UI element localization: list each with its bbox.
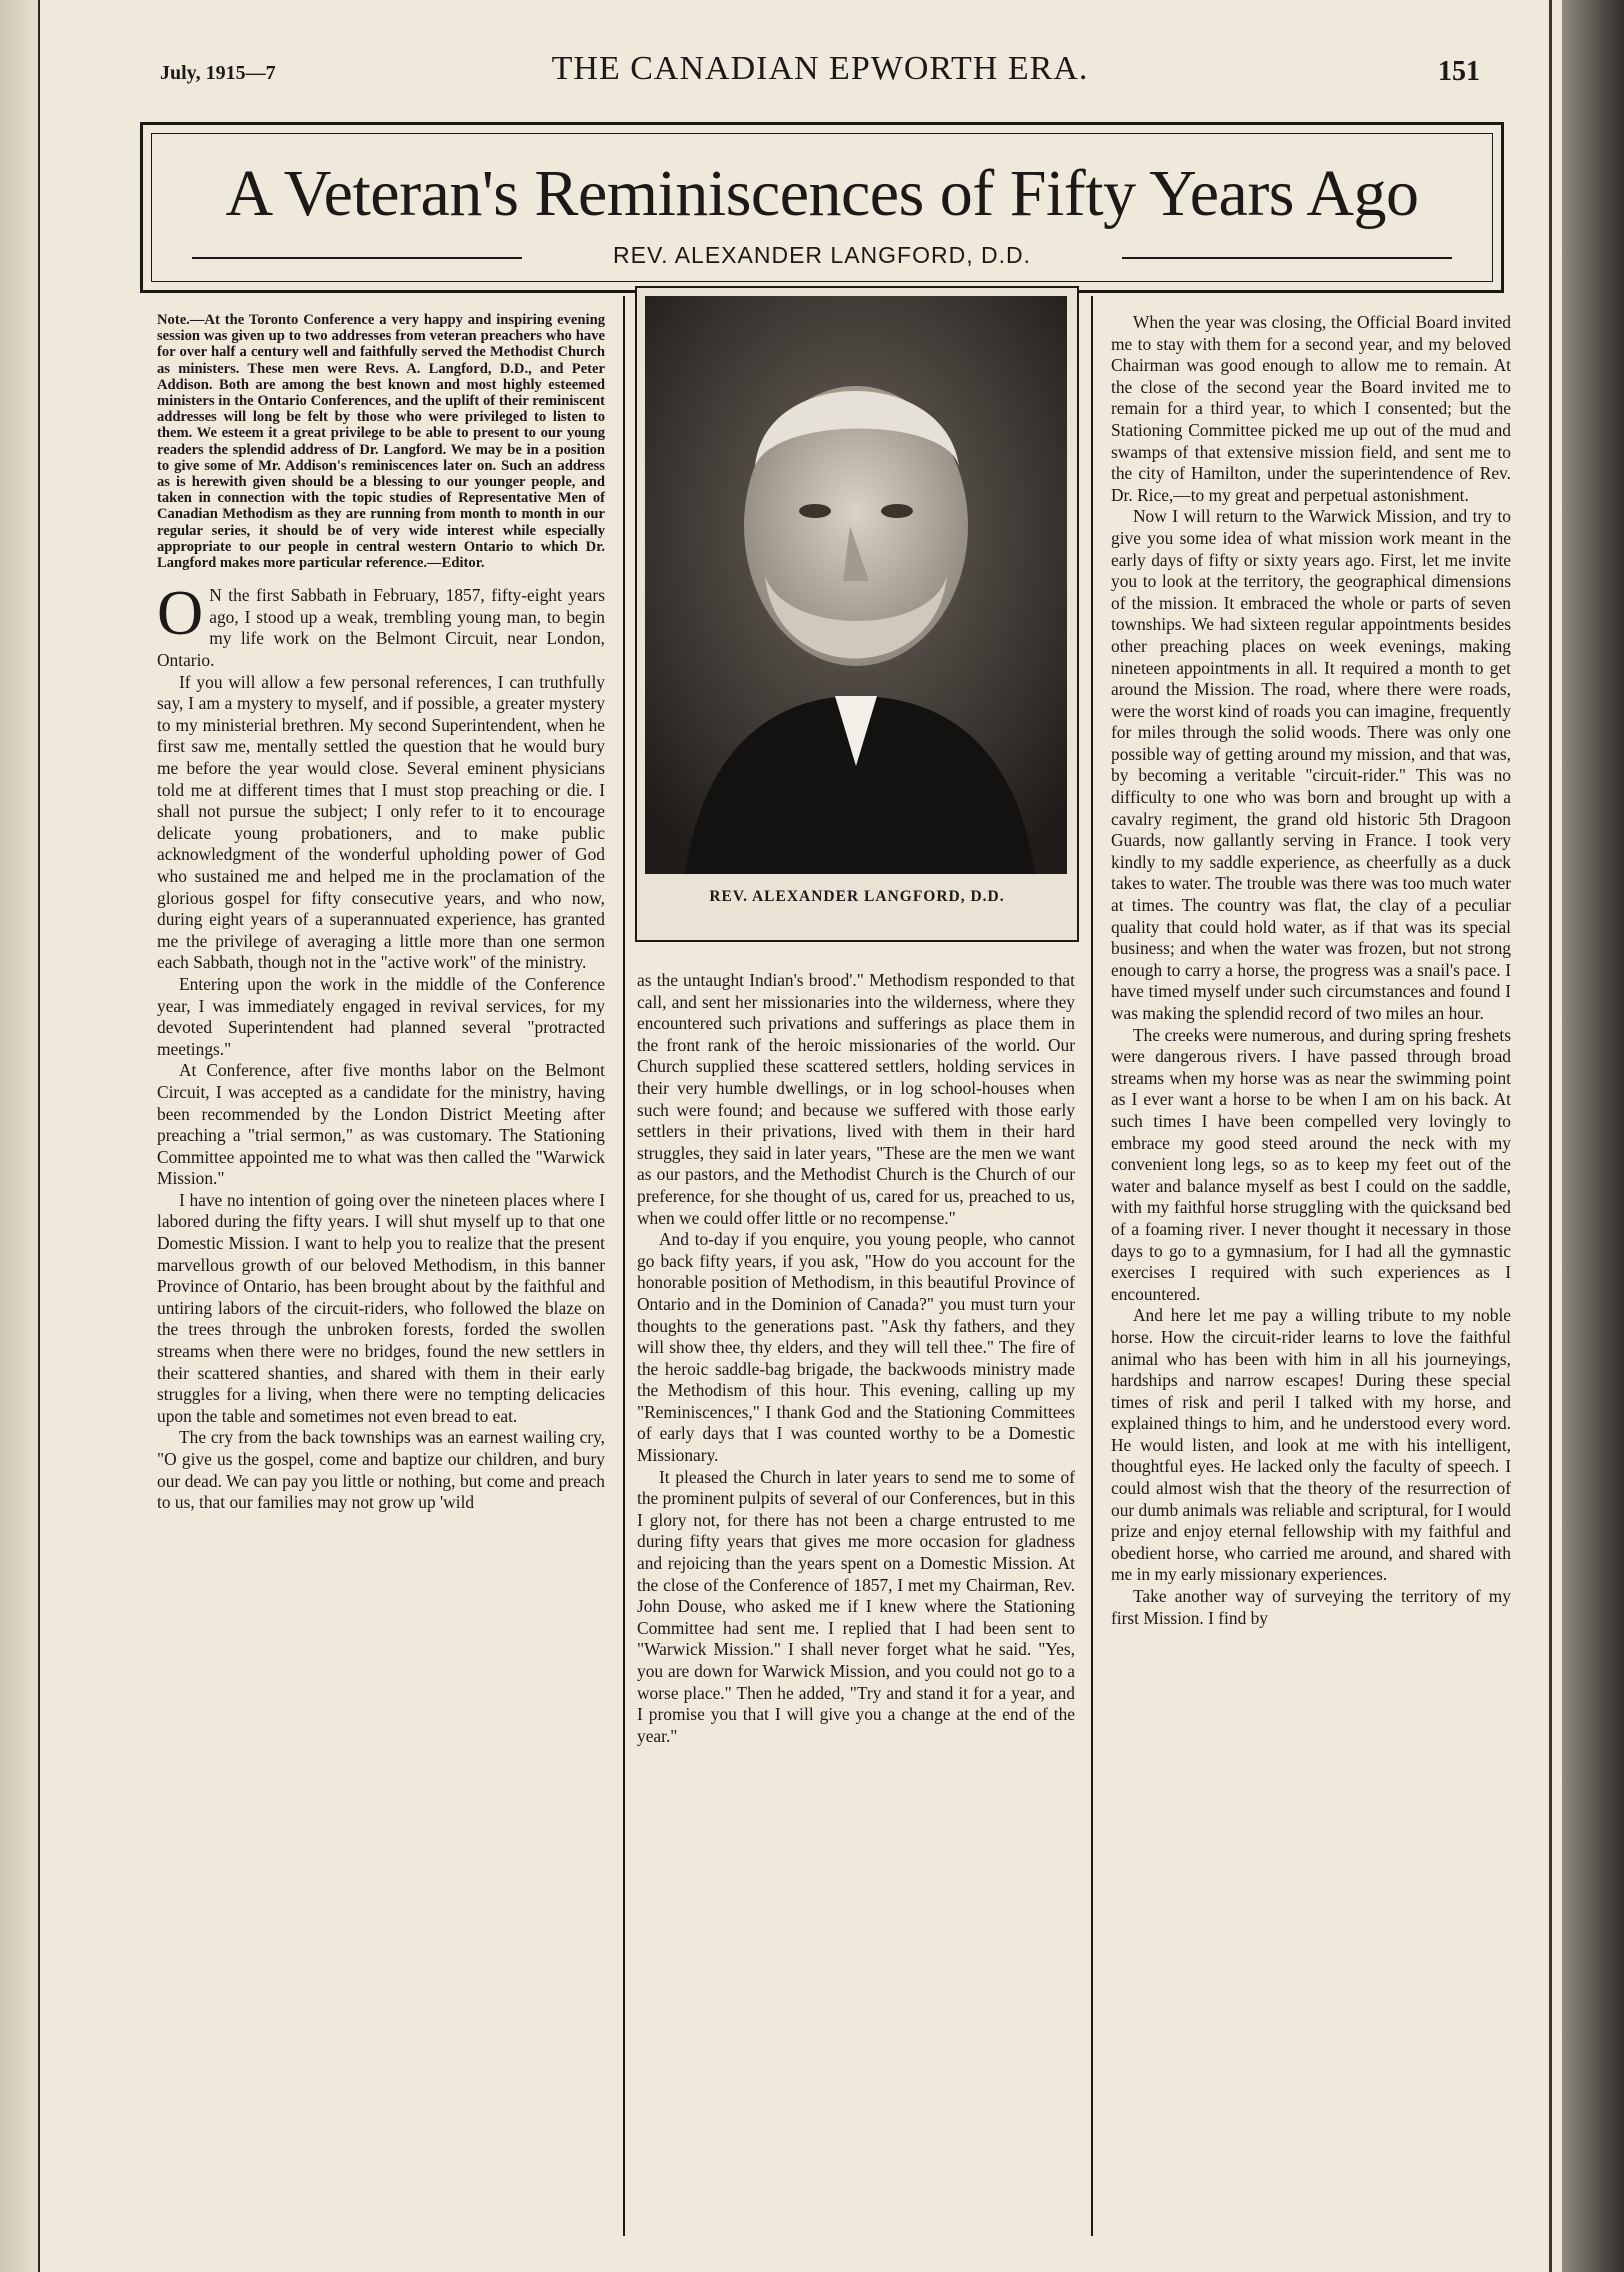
byline-row	[192, 242, 1452, 272]
paragraph: And to-day if you enquire, you young people, who cannot go back fifty years, if you ask, "How do you account for the honorable position of Methodism, in this beautiful Province of Ontario and in the Dominion of Canada?" you must turn your thoughts to the generations past. "Ask thy fathers, and they will show thee, thy elders, and they will tell thee." The fire of the heroic saddle-bag brigade, the backwoods ministry made the Methodism of this hour. This evening, calling up my "Reminiscences," I thank God and the Stationing Committees of early days that I was counted worthy to be a Domestic Missionary.	[637, 1229, 1075, 1466]
page-left-edge	[0, 0, 40, 2272]
article-title: A Veteran's Reminiscences of Fifty Years Ago	[225, 157, 1419, 230]
opening-paragraph	[157, 577, 605, 671]
paragraph: Entering upon the work in the middle of the Conference year, I was immediately engaged in revival services, for my devoted Superintendent had planned several "protracted meetings."	[157, 973, 605, 1059]
binding-line	[1549, 0, 1552, 2272]
column-1	[157, 312, 605, 1514]
title-box	[140, 122, 1504, 293]
byline	[192, 242, 1452, 269]
paragraph: If you will allow a few personal references, I can truthfully say, I am a mystery to myself, and if possible, a greater mystery to my ministerial brethren. My second Superintendent, when he first saw me, mentally settled the question that he would bury me before the year would close. Several eminent physicians told me at different times that I must stop preaching or die. I shall not pursue the subject; I only refer to it to encourage delicate young probationers, and to make public acknowledgment of the wonderful upholding power of God who sustained me and helped me in the proclamation of the glorious gospel for fifty consecutive years, and who now, during eight years of a superannuated experience, has granted me the privilege of averaging a little more than one sermon each Sabbath, though not in the "active work" of the ministry.	[157, 671, 605, 973]
paragraph: Now I will return to the Warwick Mission, and try to give you some idea of what mission work meant in the early days of fifty or sixty years ago. First, let me invite you to look at the territory, the geographical dimensions of the mission. It embraced the whole or parts of seven townships. We had sixteen regular appointments besides other preaching places on week evenings, making nineteen appointments in all. It required a month to get around the Mission. The road, where there were roads, were the worst kind of roads you can imagine, frequently for miles through the solid woods. There was only one possible way of getting around my mission, and that was, by becoming a veritable "circuit-rider." This was no difficulty to one who was born and brought up with a cavalry regiment, the grand old historic 5th Dragoon Guards, now gallantly serving in France. I took very kindly to my saddle experience, as cheerfully as a duck takes to water. The trouble was there was too much water at times. The country was flat, the clay of a peculiar quality that could hold water, as if that was its special business; and when the water was frozen, but not strong enough to carry a horse, the progress was a snail's pace. I have timed myself under such circumstances and found I was making the splendid record of two miles an hour.	[1111, 506, 1511, 1023]
publication-title: THE CANADIAN EPWORTH ERA.	[551, 50, 1089, 87]
title-box-inner-border	[151, 133, 1493, 282]
drop-cap: O	[157, 577, 204, 649]
column-2	[637, 970, 1075, 1747]
photo-caption: REV. ALEXANDER LANGFORD, D.D.	[709, 888, 1005, 905]
editor-note: Note.—At the Toronto Conference a very happy and inspiring evening session was given up to two addresses from veteran preachers who have for over half a century well and faithfully served the Methodist Church as ministers. These men were Revs. A. Langford, D.D., and Peter Addison. Both are among the best known and most highly esteemed ministers in the Ontario Conferences, and the uplift of their reminiscent addresses will long be felt by those who were privileged to listen to them. We esteem it a great privilege to be able to present to our young readers the splendid address of Dr. Langford. We may be in a position to give some of Mr. Addison's reminiscences later on. Such an address as is herewith given should be a blessing to our younger people, and taken in connection with the topic studies of Representative Men of Canadian Methodism as they are running from month to month in our regular series, it should be of very wide interest while especially appropriate to our people in central western Ontario to which Dr. Langford makes more particular reference.—Editor.	[157, 312, 605, 572]
issue-date: July, 1915—7	[160, 62, 276, 84]
column-3	[1111, 312, 1511, 1629]
paragraph: I have no intention of going over the nineteen places where I labored during the fifty years. I will shut myself up to that one Domestic Mission. I want to help you to realize that the present marvellous growth of our beloved Methodism, in this banner Province of Ontario, has been brought about by the faithful and untiring labors of the circuit-riders, who followed the blaze on the trees through the unbroken forests, forded the swollen streams when there were no bridges, found the new settlers in their scattered shanties, and shared with them in their early struggles for a living, when there were no tempting delicacies upon the table and sometimes not even bread to eat.	[157, 1189, 605, 1426]
page-number: 151	[1438, 56, 1480, 87]
paragraph: At Conference, after five months labor on the Belmont Circuit, I was accepted as a candidate for the ministry, having been recommended by the London District Meeting after preaching a "trial sermon," as was customary. The Stationing Committee appointed me to what was then called the "Warwick Mission."	[157, 1060, 605, 1189]
paragraph: It pleased the Church in later years to send me to some of the prominent pulpits of several of our Conferences, but in this I glory not, for there has not been a charge entrusted to me during fifty years that gives me more occasion for gladness and rejoicing than the years spent on a Domestic Mission. At the close of the Conference of 1857, I met my Chairman, Rev. John Douse, who asked me if I knew where the Stationing Committee had sent me. I replied that I had been sent to "Warwick Mission." I shall never forget what he said. "Yes, you are down for Warwick Mission, and you could not go to a worse place." Then he added, "Try and stand it for a year, and I promise you that I will give you a change at the end of the year."	[637, 1466, 1075, 1746]
portrait-photo	[645, 296, 1067, 874]
portrait-illustration	[645, 296, 1067, 874]
running-head	[160, 48, 1480, 98]
page-right-edge	[1562, 0, 1624, 2272]
paragraph: as the untaught Indian's brood'." Methodism responded to that call, and sent her missionaries into the wilderness, where they encountered such privations and sufferings as place them in the front rank of the heroic missionaries of the world. Our Church supplied these scattered settlers, holding services in their very humble dwellings, or in log school-houses when such were found; and because we suffered with those early settlers in their privations, lived with them in their hard struggles, they said in later years, "These are the men we want as our pastors, and the Methodist Church is the Church of our preference, for she thought of us, cared for us, preached to us, when we could offer little or no recompense."	[637, 970, 1075, 1228]
paragraph: And here let me pay a willing tribute to my noble horse. How the circuit-rider learns to love the faithful animal who has been with him in all his journeyings, hardships and narrow escapes! During these special times of risk and peril I talked with my horse, and explained things to him, and he understood every word. He would listen, and look at me with his intelligent, thoughtful eyes. He lacked only the faculty of speech. I could almost wish that the theory of the resurrection of our dumb animals was reliable and scriptural, for I would prize and enjoy eternal fellowship with my faithful and obedient horse, who carried me around, and shared with me in my early missionary experiences.	[1111, 1305, 1511, 1585]
page	[45, 0, 1545, 2272]
paragraph: When the year was closing, the Official Board invited me to stay with them for a second year, and my beloved Chairman was good enough to allow me to remain. At the close of the second year the Board invited me to remain for a third year, to which I consented; but the Stationing Committee picked me up out of the mud and swamps of that extensive mission field, and sent me to the city of Hamilton, under the superintendence of Rev. Dr. Rice,—to my great and perpetual astonishment.	[1111, 312, 1511, 505]
paragraph: The cry from the back townships was an earnest wailing cry, "O give us the gospel, come and baptize our children, and bury our dead. We can pay you little or nothing, but come and preach to us, that our families may not grow up 'wild	[157, 1427, 605, 1513]
column-divider-left	[623, 296, 625, 2236]
paragraph: The creeks were numerous, and during spring freshets were dangerous rivers. I have passed through broad streams when my horse was as near the swimming point as I ever want a horse to be when I am on his back. At such times I have been compelled very lovingly to embrace my good steed around the neck with my convenient long legs, so as to keep my feet out of the water and balance myself as best I could on the saddle, with my faithful horse struggling with the quicksand bed of a foaming river. I never thought it necessary in those days to go to a gymnasium, for I had all the gymnastic exercises I required with such experiences as I encountered.	[1111, 1024, 1511, 1304]
column-divider-right	[1091, 296, 1093, 2236]
author-name: REV. ALEXANDER LANGFORD, D.D.	[603, 242, 1041, 268]
portrait-frame	[635, 286, 1079, 942]
paragraph: Take another way of surveying the territory of my first Mission. I find by	[1111, 1586, 1511, 1628]
opening-text: N the first Sabbath in February, 1857, fifty-eight years ago, I stood up a weak, trembling young man, to begin my life work on the Belmont Circuit, near London, Ontario.	[157, 585, 605, 671]
